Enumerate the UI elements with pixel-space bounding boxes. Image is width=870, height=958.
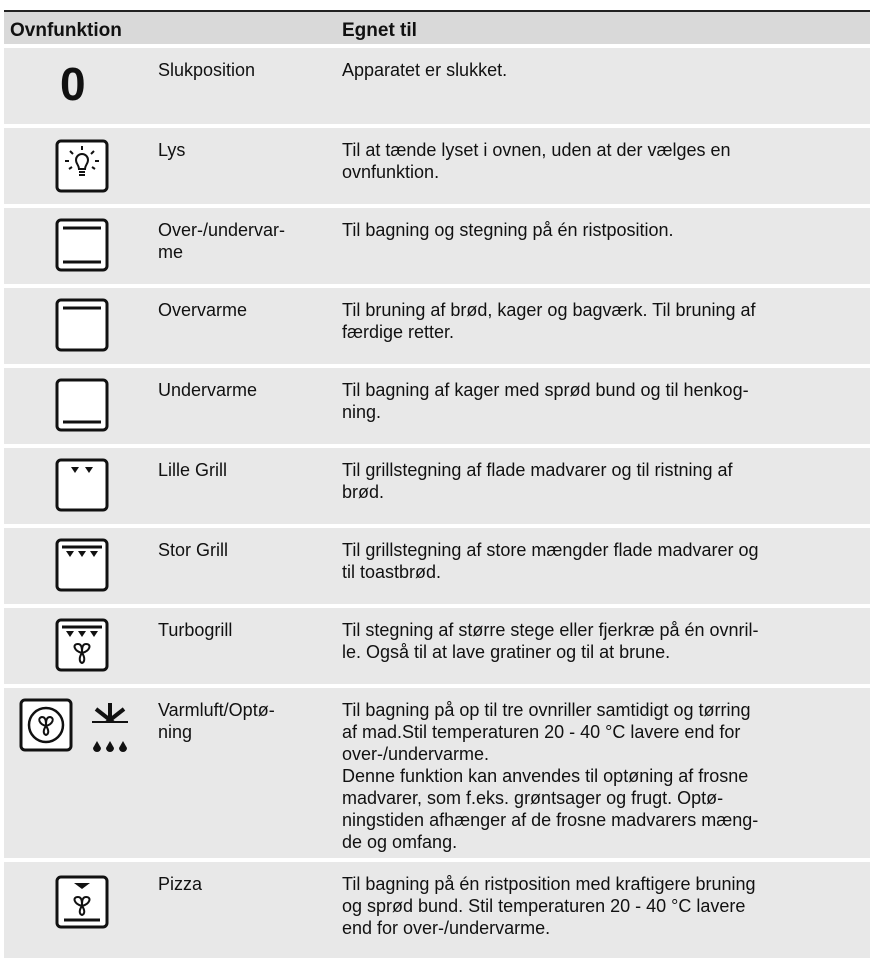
table-row — [4, 608, 870, 684]
function-description: Til bagning på én ristposition med kraftigere bruning og sprød bund. Stil temperaturen 20 - 40 °C lavere end for over-/undervarme. — [342, 874, 756, 938]
table-row: 0 Slukposition Apparatet er slukket. — [4, 48, 870, 124]
function-name: Over-/undervar- me — [158, 220, 286, 262]
function-name: Pizza — [158, 874, 203, 894]
table-row — [4, 288, 870, 364]
function-description: Til bagning og stegning på én ristposition. — [342, 220, 674, 240]
table-row — [4, 528, 870, 604]
function-name: Lys — [158, 140, 186, 160]
table-row — [4, 128, 870, 204]
table-row — [4, 208, 870, 284]
function-description: Til stegning af større stege eller fjerkræ på én ovnril- le. Også til at lave gratiner og til at brune. — [342, 620, 759, 662]
function-description: Til bagning på op til tre ovnriller samtidigt og tørring af mad.Stil temperaturen 20 - 40 °C lavere end for over-/undervarme. Denne funktion kan anvendes til optøning af frosne madvarer, som f.eks. grøntsager og frugt. Optø- ningstiden afhænger af de frosne madvarers mæng- de og omfang. — [342, 700, 759, 852]
table-header — [4, 12, 870, 44]
function-description: Til grillstegning af store mængder flade madvarer og til toastbrød. — [342, 540, 759, 582]
table-row — [4, 688, 870, 858]
function-name: Turbogrill — [158, 620, 233, 640]
function-name: Varmluft/Optø- ning — [158, 700, 275, 742]
function-description: Til bruning af brød, kager og bagværk. Til bruning af færdige retter. — [342, 300, 756, 342]
table-row — [4, 862, 870, 958]
function-description: Til bagning af kager med sprød bund og til henkog- ning. — [342, 380, 749, 422]
function-name: Lille Grill — [158, 460, 228, 480]
function-name: Stor Grill — [158, 540, 229, 560]
function-name: Undervarme — [158, 380, 258, 400]
function-description: Apparatet er slukket. — [342, 60, 508, 80]
header-col-function: Ovnfunktion — [10, 20, 122, 41]
header-col-usage: Egnet til — [342, 20, 417, 41]
table-row — [4, 368, 870, 444]
table-row — [4, 448, 870, 524]
function-name: Slukposition — [158, 60, 256, 80]
function-name: Overvarme — [158, 300, 248, 320]
function-description: Til grillstegning af flade madvarer og til ristning af brød. — [342, 460, 733, 502]
function-description: Til at tænde lyset i ovnen, uden at der vælges en ovnfunktion. — [342, 140, 731, 182]
